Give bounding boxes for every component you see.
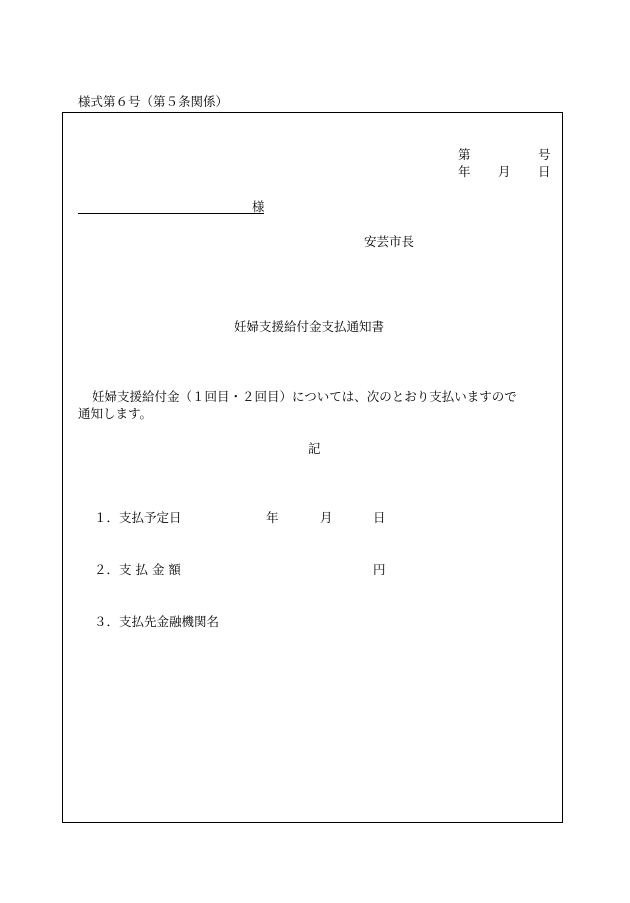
ki-heading: 記 bbox=[308, 441, 321, 456]
ref-number-dai: 第 bbox=[458, 147, 471, 162]
date-month: 月 bbox=[498, 164, 511, 179]
body-line-2: 通知します。 bbox=[78, 406, 153, 421]
item-1-label: 支払予定日 bbox=[119, 510, 182, 525]
item-2-label: 支 払 金 額 bbox=[119, 562, 181, 577]
issuer: 安芸市長 bbox=[364, 234, 415, 249]
item-1-day: 日 bbox=[373, 510, 386, 525]
item-1-year: 年 bbox=[266, 510, 279, 525]
document-title: 妊婦支援給付金支払通知書 bbox=[234, 319, 385, 334]
item-2-number: ２． bbox=[94, 562, 120, 577]
form-label: 様式第６号（第５条関係） bbox=[78, 94, 229, 109]
ref-number-go: 号 bbox=[538, 147, 551, 162]
addressee-blank-line bbox=[78, 213, 264, 214]
date-day: 日 bbox=[538, 164, 551, 179]
addressee-suffix: 様 bbox=[252, 199, 265, 214]
body-line-1: 妊婦支援給付金（１回目・２回目）については、次のとおり支払いますので bbox=[92, 389, 517, 404]
item-2-unit: 円 bbox=[373, 562, 386, 577]
form-frame bbox=[62, 112, 563, 823]
item-3-label: 支払先金融機関名 bbox=[119, 614, 220, 629]
date-year: 年 bbox=[458, 164, 471, 179]
item-1-month: 月 bbox=[320, 510, 333, 525]
item-3-number: ３． bbox=[94, 614, 120, 629]
item-1-number: １． bbox=[94, 510, 120, 525]
